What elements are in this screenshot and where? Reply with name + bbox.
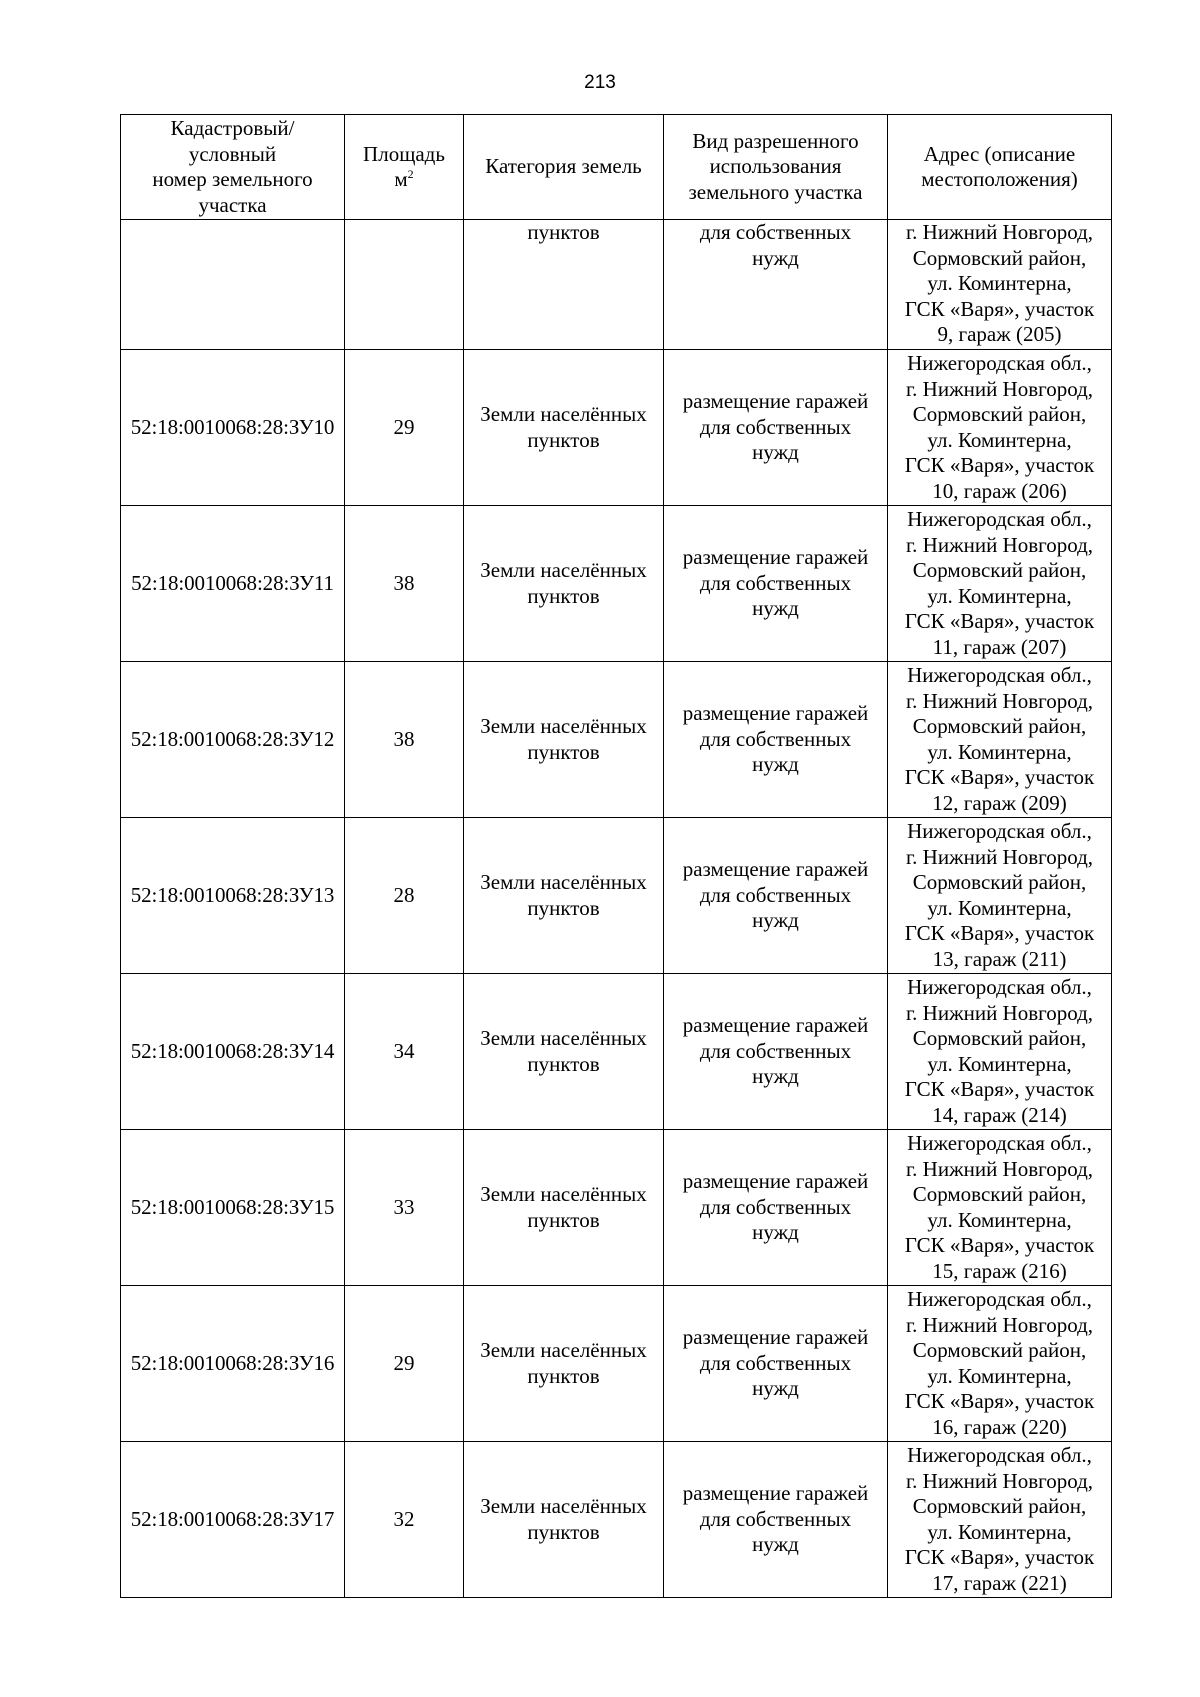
cell-address-line: ул. Коминтерна, <box>927 1519 1072 1544</box>
cell-category <box>464 1442 664 1598</box>
cell-cadastral: 52:18:0010068:28:ЗУ16 <box>121 1286 345 1442</box>
header-cadastral-line: участка <box>198 192 267 217</box>
cell-address <box>888 506 1112 662</box>
header-use <box>664 115 888 220</box>
cell-address-line: Сормовский район, <box>912 1026 1087 1050</box>
cell-address-line: ГСК «Варя», участок <box>904 453 1095 477</box>
cell-address-line: ул. Коминтерна, <box>927 895 1072 920</box>
table-row <box>121 1286 1112 1442</box>
header-category-line: Категория земель <box>485 154 642 179</box>
cell-use-line: для собственных <box>699 570 852 595</box>
header-area-line: Площадь <box>363 141 445 166</box>
cell-address-line: Сормовский район, <box>912 1494 1087 1518</box>
cell-area: 38 <box>345 506 464 662</box>
cell-address-line: 11, гараж (207) <box>932 634 1067 659</box>
cell-use-line: размещение гаражей <box>682 701 869 726</box>
cell-area: 29 <box>345 350 464 506</box>
cell-address-line: 9, гараж (205) <box>937 322 1062 346</box>
cell-address-line: г. Нижний Новгород, <box>905 1000 1094 1025</box>
cell-address-line: г. Нижний Новгород, <box>905 1468 1094 1493</box>
cell-address-line: Сормовский район, <box>912 558 1087 582</box>
cell-use-line: размещение гаражей <box>682 857 869 882</box>
cell-category-line: пунктов <box>527 1519 600 1544</box>
cell-address-line: ул. Коминтерна, <box>927 1207 1072 1232</box>
cell-address <box>888 662 1112 818</box>
cell-address <box>888 974 1112 1130</box>
land-plots-table <box>120 114 1112 1598</box>
cell-use-line: размещение гаражей <box>682 1169 869 1194</box>
cell-address-line: ГСК «Варя», участок <box>904 1389 1095 1413</box>
cell-category-line: Земли населённых <box>480 714 647 738</box>
cell-use-line: размещение гаражей <box>682 1481 869 1506</box>
cell-category <box>464 662 664 818</box>
header-cadastral-line: номер земельного <box>152 167 313 191</box>
cell-use-line: для собственных <box>699 726 852 751</box>
cell-use-line: для собственных <box>699 414 852 439</box>
cell-category-line: пунктов <box>527 583 600 608</box>
cell-address-line: ГСК «Варя», участок <box>904 1545 1095 1569</box>
cell-use <box>664 350 888 506</box>
cell-address-line: 13, гараж (211) <box>932 946 1067 971</box>
cell-address-line: Нижегородская обл., <box>907 1287 1092 1311</box>
header-use-line: использования <box>709 154 842 179</box>
cell-area: 32 <box>345 1442 464 1598</box>
cell-address <box>888 1286 1112 1442</box>
table-header <box>121 115 1112 220</box>
cell-address-line: Сормовский район, <box>912 245 1087 270</box>
table-row <box>121 974 1112 1130</box>
cell-use-line: размещение гаражей <box>682 389 869 414</box>
cell-address-line: ГСК «Варя», участок <box>904 609 1095 633</box>
cell-area: 28 <box>345 818 464 974</box>
cell-address-line: Нижегородская обл., <box>907 1443 1092 1467</box>
cell-address-line: 16, гараж (220) <box>932 1414 1067 1439</box>
header-category <box>464 115 664 220</box>
cell-use <box>664 1286 888 1442</box>
cell-cadastral: 52:18:0010068:28:ЗУ17 <box>121 1442 345 1598</box>
cell-address-line: ГСК «Варя», участок <box>904 765 1095 789</box>
cell-use-line: нужд <box>752 1376 799 1401</box>
cell-use <box>664 974 888 1130</box>
cell-cadastral: 52:18:0010068:28:ЗУ10 <box>121 350 345 506</box>
cell-category-line: пунктов <box>527 1051 600 1076</box>
cell-address-line: ГСК «Варя», участок <box>904 296 1095 321</box>
cell-category-line: Земли населённых <box>480 1026 647 1050</box>
cell-address <box>888 350 1112 506</box>
cell-address-line: г. Нижний Новгород, <box>905 532 1094 557</box>
cell-address-line: Нижегородская обл., <box>907 507 1092 531</box>
cell-address-line: 12, гараж (209) <box>932 790 1067 815</box>
cell-address-line: ГСК «Варя», участок <box>904 921 1095 945</box>
cell-address-line: г. Нижний Новгород, <box>905 844 1094 869</box>
cell-address-line: ул. Коминтерна, <box>927 1363 1072 1388</box>
cell-category <box>464 350 664 506</box>
cell-category-line: пунктов <box>527 739 600 764</box>
cell-cadastral: 52:18:0010068:28:ЗУ11 <box>121 506 345 662</box>
cell-use-line: нужд <box>752 752 799 777</box>
cell-address-line: Нижегородская обл., <box>907 975 1092 999</box>
cell-category <box>464 506 664 662</box>
cell-address-line: 17, гараж (221) <box>932 1570 1067 1595</box>
cell-use <box>664 506 888 662</box>
cell-use <box>664 1442 888 1598</box>
table-row <box>121 1130 1112 1286</box>
table-row <box>121 818 1112 974</box>
cell-address-line: г. Нижний Новгород, <box>905 376 1094 401</box>
cell-address-line: г. Нижний Новгород, <box>905 220 1094 244</box>
cell-category-line: пунктов <box>527 895 600 920</box>
cell-address-line: 10, гараж (206) <box>932 478 1067 503</box>
header-use-line: земельного участка <box>688 179 863 204</box>
cell-address-line: ул. Коминтерна, <box>927 271 1072 295</box>
cell-address-line: г. Нижний Новгород, <box>905 1312 1094 1337</box>
cell-use-line: нужд <box>752 1220 799 1245</box>
header-area-unit <box>345 167 463 193</box>
table-row <box>121 1442 1112 1598</box>
header-address-line: Адрес (описание <box>923 141 1076 166</box>
cell-use-line: нужд <box>752 596 799 621</box>
cell-area: 33 <box>345 1130 464 1286</box>
cell-category-line: пунктов <box>527 1363 600 1388</box>
cell-address <box>888 818 1112 974</box>
cell-address-line: ул. Коминтерна, <box>927 583 1072 608</box>
cell-use-line: нужд <box>752 440 799 465</box>
cell-use-line: нужд <box>752 1064 799 1089</box>
cell-area: 38 <box>345 662 464 818</box>
cell-cadastral: 52:18:0010068:28:ЗУ15 <box>121 1130 345 1286</box>
cell-category-line: Земли населённых <box>480 558 647 582</box>
header-area-unit-text: м <box>394 167 408 191</box>
cell-use-line: для собственных <box>699 1194 852 1219</box>
cell-use-line: для собственных <box>699 220 852 244</box>
cell-address <box>888 1130 1112 1286</box>
cell-category-line: Земли населённых <box>480 870 647 894</box>
cell-use-line: нужд <box>752 245 799 270</box>
cell-address-line: 15, гараж (216) <box>932 1258 1067 1283</box>
page-number: 213 <box>584 72 616 93</box>
cell-use-line: размещение гаражей <box>682 545 869 570</box>
cell-cadastral: 52:18:0010068:28:ЗУ12 <box>121 662 345 818</box>
cell-use <box>664 1130 888 1286</box>
cell-category <box>464 1130 664 1286</box>
cell-address-line: Нижегородская обл., <box>907 819 1092 843</box>
cell-area: 29 <box>345 1286 464 1442</box>
cell-address-line: Сормовский район, <box>912 1338 1087 1362</box>
header-row <box>121 115 1112 220</box>
header-cadastral <box>121 115 345 220</box>
cell-address <box>888 220 1112 350</box>
cell-address-line: г. Нижний Новгород, <box>905 688 1094 713</box>
header-area-unit-sup: 2 <box>407 167 414 181</box>
cell-area <box>345 220 464 350</box>
cell-cadastral <box>121 220 345 350</box>
table-row <box>121 662 1112 818</box>
cell-address-line: Нижегородская обл., <box>907 1131 1092 1155</box>
table-row <box>121 350 1112 506</box>
header-area <box>345 115 464 220</box>
cell-address-line: ул. Коминтерна, <box>927 739 1072 764</box>
cell-cadastral: 52:18:0010068:28:ЗУ13 <box>121 818 345 974</box>
header-cadastral-line: условный <box>188 141 277 166</box>
header-address-line: местоположения) <box>921 167 1078 191</box>
table-row <box>121 506 1112 662</box>
cell-category-line: пунктов <box>527 427 600 452</box>
cell-category-line: Земли населённых <box>480 402 647 426</box>
header-use-line: Вид разрешенного <box>692 128 859 153</box>
cell-use-line: нужд <box>752 1532 799 1557</box>
cell-address-line: ГСК «Варя», участок <box>904 1077 1095 1101</box>
header-address <box>888 115 1112 220</box>
cell-category-line: пунктов <box>527 1207 600 1232</box>
table-body <box>121 220 1112 1598</box>
cell-use-line: для собственных <box>699 1038 852 1063</box>
cell-category-line: Земли населённых <box>480 1494 647 1518</box>
cell-address-line: Сормовский район, <box>912 402 1087 426</box>
table-row-continuation <box>121 220 1112 350</box>
cell-use <box>664 662 888 818</box>
cell-category <box>464 1286 664 1442</box>
cell-address-line: Сормовский район, <box>912 714 1087 738</box>
cell-category-line: Земли населённых <box>480 1338 647 1362</box>
cell-address-line: Нижегородская обл., <box>907 663 1092 687</box>
cell-use-line: для собственных <box>699 882 852 907</box>
cell-use-line: для собственных <box>699 1350 852 1375</box>
header-cadastral-line: Кадастровый/ <box>170 116 295 140</box>
cell-address-line: ул. Коминтерна, <box>927 427 1072 452</box>
cell-category <box>464 974 664 1130</box>
cell-address-line: г. Нижний Новгород, <box>905 1156 1094 1181</box>
cell-use-line: размещение гаражей <box>682 1013 869 1038</box>
cell-use <box>664 818 888 974</box>
cell-address-line: 14, гараж (214) <box>932 1102 1067 1127</box>
cell-area: 34 <box>345 974 464 1130</box>
cell-use <box>664 220 888 350</box>
cell-category <box>464 220 664 350</box>
cell-category-line: Земли населённых <box>480 1182 647 1206</box>
cell-address-line: ул. Коминтерна, <box>927 1051 1072 1076</box>
cell-cadastral: 52:18:0010068:28:ЗУ14 <box>121 974 345 1130</box>
cell-use-line: нужд <box>752 908 799 933</box>
cell-address-line: Сормовский район, <box>912 870 1087 894</box>
cell-category <box>464 818 664 974</box>
cell-use-line: размещение гаражей <box>682 1325 869 1350</box>
cell-use-line: для собственных <box>699 1506 852 1531</box>
cell-address <box>888 1442 1112 1598</box>
cell-address-line: Сормовский район, <box>912 1182 1087 1206</box>
cell-category-line: пунктов <box>527 220 600 244</box>
cell-address-line: ГСК «Варя», участок <box>904 1233 1095 1257</box>
cell-address-line: Нижегородская обл., <box>907 351 1092 375</box>
